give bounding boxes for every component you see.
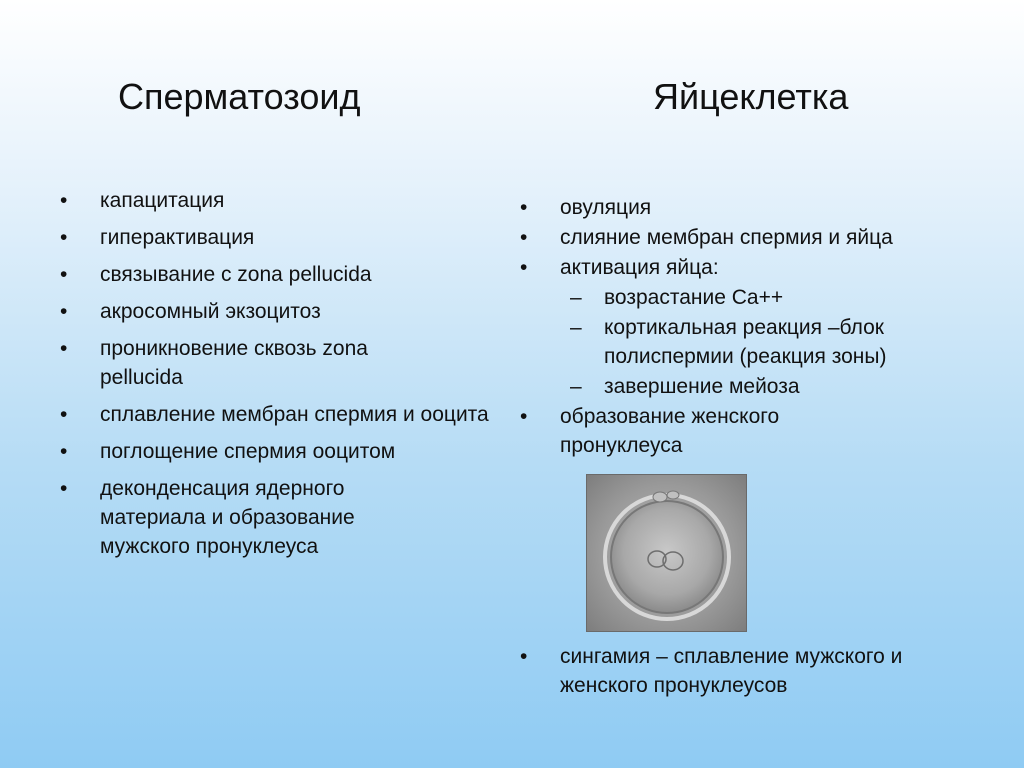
egg-steps-list: [520, 193, 990, 461]
list-item: • образование женского пронуклеуса: [520, 402, 860, 460]
egg-final-step-list: [520, 642, 990, 700]
polar-body: [667, 491, 679, 499]
oocyte-micrograph: [586, 474, 747, 632]
cytoplasm: [611, 501, 723, 613]
list-item: • капацитация: [60, 186, 500, 215]
sperm-steps-list: [60, 186, 500, 569]
oocyte-image: [587, 475, 746, 631]
list-item: • проникновение сквозь zona pellucida: [60, 334, 440, 392]
list-item: • сплавление мембран спермия и ооцита: [60, 400, 500, 429]
list-item: • деконденсация ядерного материала и образование мужского пронуклеуса: [60, 474, 430, 561]
list-item: • акросомный экзоцитоз: [60, 297, 500, 326]
list-item: • овуляция: [520, 193, 990, 222]
sperm-column-title: Сперматозоид: [118, 76, 361, 117]
polar-body: [653, 492, 667, 502]
sub-list-item: – завершение мейоза: [520, 372, 990, 401]
list-item: • сингамия – сплавление мужского и женского пронуклеусов: [520, 642, 980, 700]
egg-column-title: Яйцеклетка: [653, 76, 849, 117]
list-item: • активация яйца:: [520, 253, 990, 282]
sub-list-item: – возрастание Ca++: [520, 283, 990, 312]
list-item: • поглощение спермия ооцитом: [60, 437, 500, 466]
list-item: • слияние мембран спермия и яйца: [520, 223, 990, 252]
list-item: • связывание с zona pellucida: [60, 260, 500, 289]
list-item: • гиперактивация: [60, 223, 500, 252]
sub-list-item: – кортикальная реакция –блок полиспермии (реакция зоны): [520, 313, 964, 371]
